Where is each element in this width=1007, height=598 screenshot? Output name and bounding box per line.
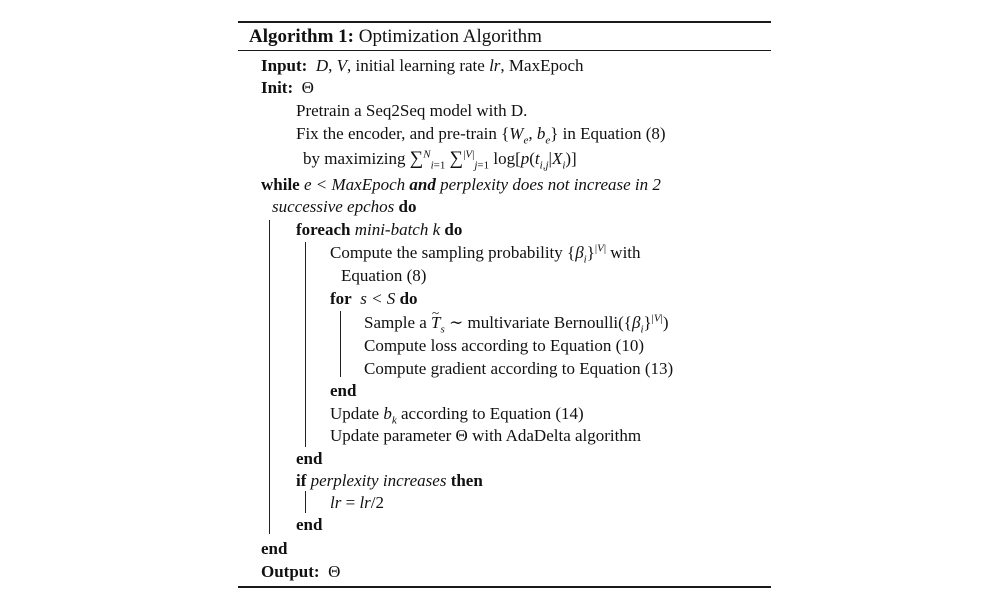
foreach-end: end [296, 449, 323, 468]
bottom-rule [238, 586, 771, 588]
while-line [261, 174, 661, 196]
input-line: Input: D, V, initial learning rate lr, MaxEpoch [261, 56, 584, 75]
for-line [330, 288, 418, 310]
while-condition2: perplexity does not increase in 2 [440, 175, 661, 194]
for-keyword: for [330, 289, 352, 308]
mid-rule [238, 50, 771, 51]
for-body-loss: Compute loss according to Equation (10) [364, 336, 644, 355]
if-then: then [450, 471, 483, 490]
if-body: lr = lr/2 [330, 493, 385, 512]
while-do: do [398, 197, 417, 216]
if-body-bar [305, 491, 306, 513]
update-b-line: Update $b_k$ according to Equation (14) [330, 404, 584, 427]
output-keyword: Output: [261, 562, 320, 581]
while-condition: e < MaxEpoch [303, 175, 406, 194]
input-keyword: Input: [261, 56, 308, 75]
if-end: end [296, 515, 323, 534]
while-condition3: successive epchos [272, 197, 395, 216]
init-line [261, 77, 314, 99]
for-end: end [330, 381, 357, 400]
for-body-gradient: Compute gradient according to Equation (13) [364, 359, 674, 378]
if-line [296, 470, 483, 492]
update-theta-line: Update parameter Θ with AdaDelta algorithm [330, 426, 642, 445]
algorithm-caption [249, 23, 542, 50]
foreach-line [296, 219, 462, 241]
if-keyword: if [296, 471, 307, 490]
for-condition: s < S [360, 289, 396, 308]
init-keyword: Init: [261, 78, 294, 97]
caption-title: Optimization Algorithm [358, 26, 542, 47]
compute-sampling-line: Compute the sampling probability $\{\beta_i\}^{|V|}$ with [330, 242, 641, 266]
init-value: Θ [301, 78, 314, 97]
while-keyword: while [261, 175, 300, 194]
while-body-bar [269, 220, 270, 534]
for-body-sample: Sample a ~ $T_s$ ∼ multivariate $Bernoulli(\{\beta_i\}^{|V|})$ [364, 312, 668, 334]
foreach-body-bar [305, 242, 306, 447]
init-line-pretrain: Pretrain a Seq2Seq model with D. [296, 101, 528, 120]
output-value: Θ [328, 562, 341, 581]
if-condition: perplexity increases [310, 471, 447, 490]
foreach-do: do [444, 220, 463, 239]
init-line-fix-encoder: Fix the encoder, and pre-train {$W_e$, $b_e$} in Equation (8) [296, 124, 666, 147]
while-and: and [409, 175, 436, 194]
compute-sampling-line2: Equation (8) [341, 266, 427, 285]
while-line-cont [272, 196, 416, 218]
foreach-keyword: foreach [296, 220, 351, 239]
while-end: end [261, 539, 288, 558]
for-do: do [399, 289, 418, 308]
foreach-var: mini-batch k [354, 220, 441, 239]
caption-prefix: Algorithm 1: [249, 26, 355, 47]
output-line [261, 561, 340, 583]
for-body-bar [340, 311, 341, 377]
init-line-maximize: by maximizing ∑$^N_{i=1}$ ∑$^{|V|}_{j=1}$ $\log[p(t_{i,j}|X_i)]$ [303, 148, 577, 172]
